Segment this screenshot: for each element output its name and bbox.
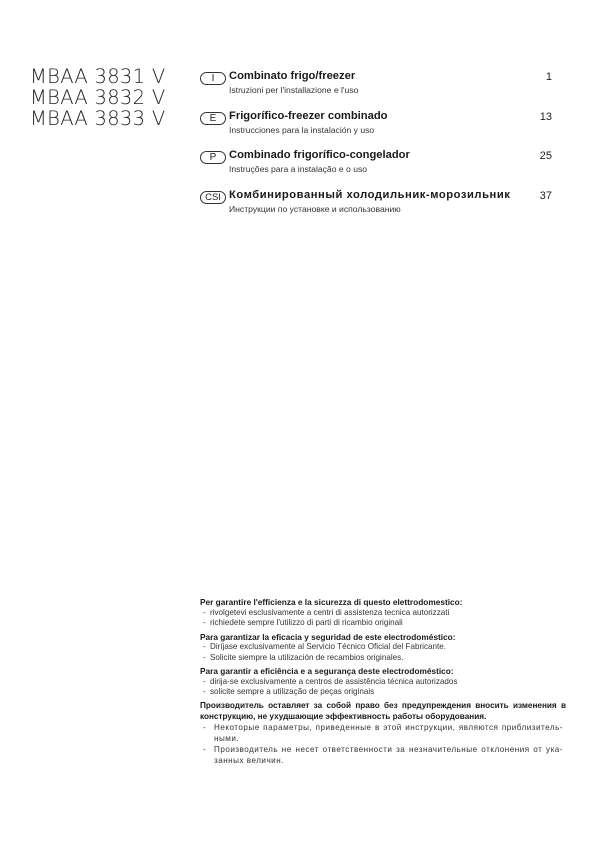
toc-title: Frigorífico-freezer combinado [229, 109, 388, 122]
toc-page-number: 1 [545, 71, 552, 83]
toc-subtitle: Instrucciones para la instalación y uso [229, 124, 375, 135]
toc-title: Комбинированный холодильник-морозильник [229, 188, 511, 201]
toc-entry-portuguese [200, 149, 555, 189]
notice-item: - Некоторые параметры, приведенные в этой инструкции, являются приблизитель-ными. [203, 723, 563, 743]
notice-heading-portuguese: Para garantir a eficiência e a segurança deste electrodoméstico: [200, 666, 454, 677]
toc-subtitle: Instruções para a instalação e o uso [229, 164, 368, 174]
notice-heading-italian: Per garantire l'efficienza e la sicurezza di questo elettrodomestico: [200, 597, 463, 607]
model-list [30, 66, 165, 129]
model-number: MBAA 3832 V [30, 86, 166, 109]
toc-title: Combinato frigo/freezer [229, 70, 356, 82]
language-badge: I [200, 72, 226, 85]
toc-page-number: 25 [539, 150, 552, 162]
toc-entry-russian [200, 189, 555, 229]
table-of-contents [200, 70, 555, 228]
toc-page-number: 37 [539, 189, 552, 202]
language-badge: E [200, 112, 226, 125]
notice-item: - Diríjase exclusivamente al Servicio Técnico Oficial del Fabricante. [203, 642, 447, 652]
service-notes [200, 597, 566, 767]
toc-subtitle: Инструкции по установке и использованию [229, 203, 401, 214]
notice-item: - dirija-se exclusivamente a centros de assistência técnica autorizados [203, 676, 458, 686]
notice-item: - rivolgetevi esclusivamente a centri di assistenza tecnica autorizzati [203, 607, 450, 617]
model-number: MBAA 3831 V [30, 65, 166, 88]
notice-item: - Производитель не несет ответственности за незначительные отклонения от ука-занных величин. [203, 745, 563, 766]
notice-item: - richiedete sempre l'utilizzo di parti di ricambio originali [203, 618, 403, 628]
toc-page-number: 13 [539, 110, 552, 123]
notice-heading-russian: Производитель оставляет за собой право без предупреждения вносить изменения в конструкцию, не ухудшающие эффективность работы оборудования. [200, 701, 566, 721]
toc-title: Combinado frigorífico-congelador [229, 149, 410, 161]
model-number: MBAA 3833 V [30, 107, 166, 130]
toc-subtitle: Istruzioni per l'installazione e l'uso [229, 85, 359, 95]
notice-item: - solicite sempre a utilização de peças originais [203, 687, 375, 697]
notice-heading-spanish: Para garantizar la eficacia y seguridad de este electrodoméstico: [200, 631, 456, 642]
toc-entry-spanish [200, 110, 555, 150]
language-badge: CSI [200, 191, 226, 204]
toc-entry-italian [200, 70, 555, 110]
language-badge: P [200, 151, 226, 164]
notice-item: - Solicite siempre la utilización de recambios originales. [203, 652, 404, 662]
